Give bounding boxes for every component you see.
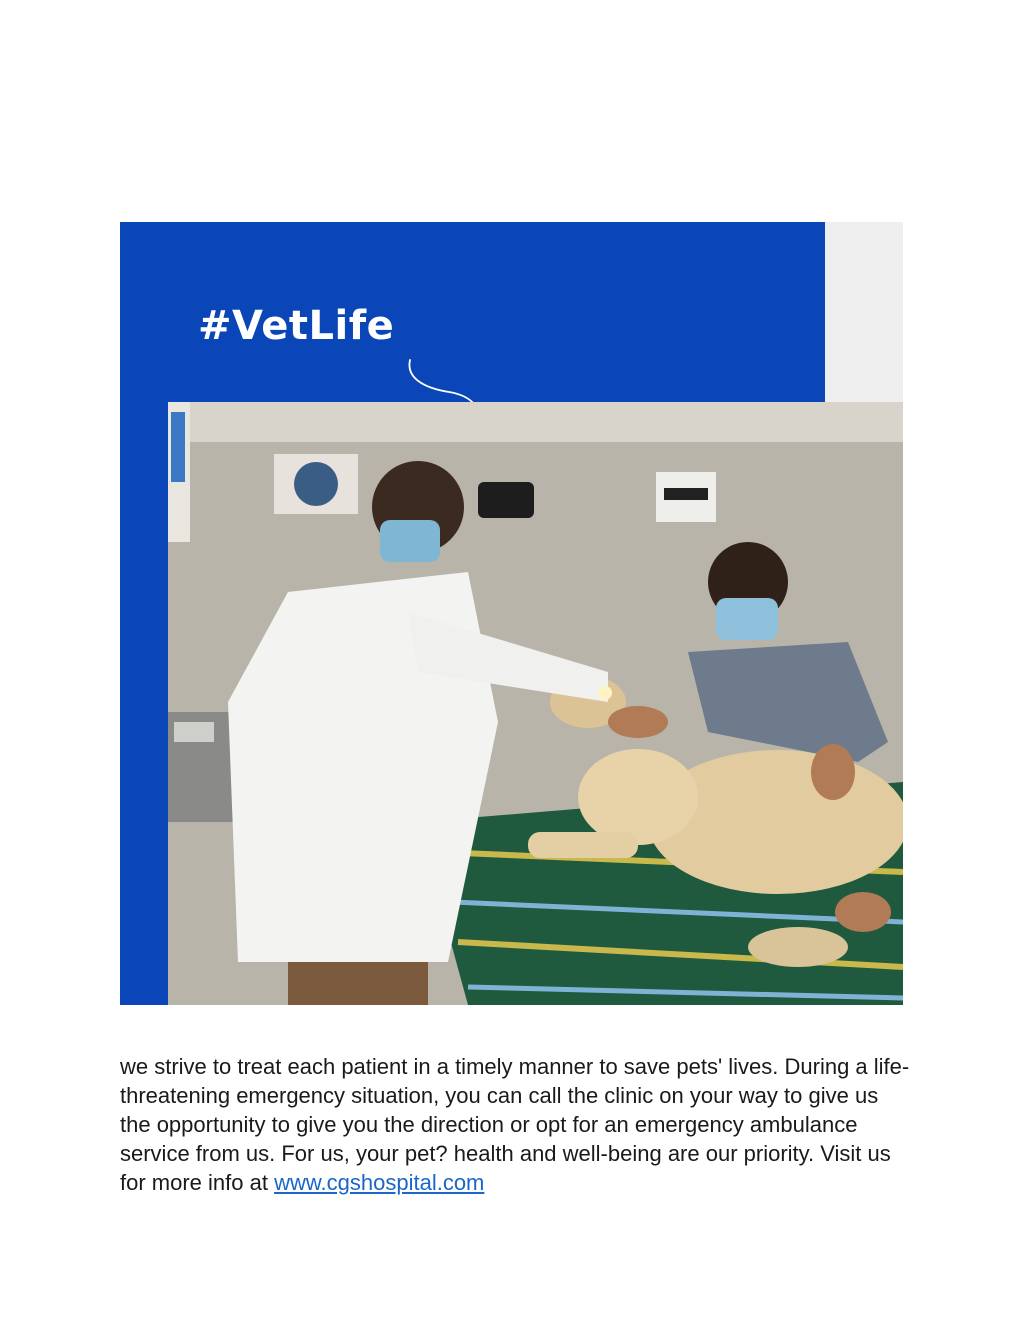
hospital-website-link[interactable]: www.cgshospital.com: [274, 1170, 485, 1195]
vetlife-banner: [120, 222, 903, 1005]
vetlife-hashtag: #VetLife: [198, 303, 395, 349]
vet-examining-dog-photo: [168, 402, 903, 1005]
article-paragraph: [120, 1052, 910, 1197]
article-text: we strive to treat each patient in a timely manner to save pets' lives. During a life-threatening emergency situation, you can call the clinic on your way to give us the opportunity to give you the direction or opt for an emergency ambulance service from us. For us, your pet? health and well-being are our priority. Visit us for more info at: [120, 1054, 910, 1195]
banner-grey-panel: [825, 222, 903, 402]
